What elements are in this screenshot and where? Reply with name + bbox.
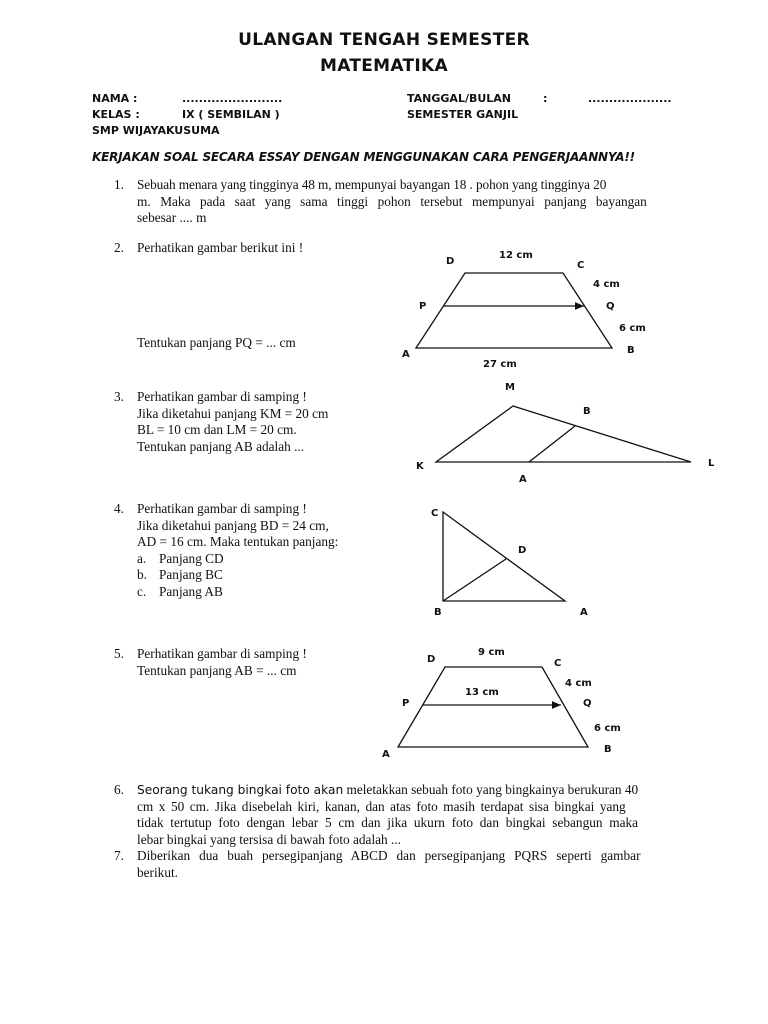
question-number: 4. bbox=[114, 501, 124, 516]
sub-item-text: Panjang BC bbox=[159, 567, 223, 582]
nama-label: NAMA : bbox=[92, 92, 138, 105]
length-label-upper-right: 4 cm bbox=[593, 279, 620, 290]
vertex-label-l: L bbox=[708, 458, 715, 469]
tanggal-value: .................... bbox=[588, 92, 672, 105]
question-number: 7. bbox=[114, 848, 124, 863]
question-text: cm x 50 cm. Jika disebelah kiri, kanan, dan atas foto masih terdapat sisa bingkai yang bbox=[137, 798, 626, 814]
question-text bbox=[137, 782, 678, 799]
question-text: Jika diketahui panjang KM = 20 cm bbox=[137, 405, 329, 421]
question-number: 3. bbox=[114, 389, 124, 404]
question-text: berikut. bbox=[137, 864, 178, 880]
question-text: Diberikan dua buah persegipanjang ABCD dan persegipanjang PQRS seperti gambar bbox=[137, 848, 641, 863]
sub-item-text: Panjang AB bbox=[159, 583, 223, 599]
question-text: Jika diketahui panjang BD = 24 cm, bbox=[137, 517, 329, 533]
tanggal-colon: : bbox=[543, 92, 548, 105]
vertex-label-q: Q bbox=[606, 301, 615, 312]
vertex-label-b: B bbox=[434, 607, 442, 618]
length-label-lower-right: 6 cm bbox=[619, 323, 646, 334]
vertex-label-d: D bbox=[518, 545, 527, 556]
question-text: Perhatikan gambar berikut ini ! bbox=[137, 240, 304, 255]
question-text: tidak tertutup foto dengan lebar 5 cm dan jika ukurn foto dan bingkai sebangun maka bbox=[137, 815, 639, 830]
kelas-label: KELAS : bbox=[92, 108, 140, 121]
vertex-label-d: D bbox=[427, 654, 436, 665]
question-text: Tentukan panjang AB = ... cm bbox=[137, 662, 297, 678]
instruction: KERJAKAN SOAL SECARA ESSAY DENGAN MENGGUNAKAN CARA PENGERJAANNYA!! bbox=[92, 150, 635, 164]
exam-subject: MATEMATIKA bbox=[320, 56, 448, 76]
vertex-label-a: A bbox=[580, 607, 588, 618]
question-text: AD = 16 cm. Maka tentukan panjang: bbox=[137, 534, 339, 549]
length-label-upper-right: 4 cm bbox=[565, 678, 592, 689]
semester-label: SEMESTER GANJIL bbox=[407, 108, 519, 121]
kelas-value: IX ( SEMBILAN ) bbox=[182, 108, 280, 121]
vertex-label-c: C bbox=[554, 658, 562, 669]
school-name: SMP WIJAYAKUSUMA bbox=[92, 124, 220, 137]
length-label-bottom: 27 cm bbox=[483, 359, 517, 370]
vertex-label-c: C bbox=[431, 508, 439, 519]
nama-value: ........................ bbox=[182, 92, 283, 105]
sub-item-letter: c. bbox=[137, 583, 147, 599]
vertex-label-b: B bbox=[583, 406, 591, 417]
vertex-label-a: A bbox=[519, 474, 527, 485]
length-label-top: 9 cm bbox=[478, 647, 505, 658]
question-text: Tentukan panjang AB adalah ... bbox=[137, 438, 305, 454]
sub-item-text: Panjang CD bbox=[159, 550, 224, 566]
question-text: BL = 10 cm dan LM = 20 cm. bbox=[137, 422, 297, 437]
question-text: lebar bingkai yang tersisa di bawah foto adalah ... bbox=[137, 831, 402, 847]
vertex-label-m: M bbox=[505, 382, 515, 393]
vertex-label-q: Q bbox=[583, 698, 592, 709]
question-text: Tentukan panjang PQ = ... cm bbox=[137, 335, 296, 350]
sub-item-letter: b. bbox=[137, 567, 147, 582]
length-label-top: 12 cm bbox=[499, 250, 533, 261]
vertex-label-a: A bbox=[402, 349, 410, 360]
question-text: Perhatikan gambar di samping ! bbox=[137, 501, 307, 516]
question-text-rest: meletakkan sebuah foto yang bingkainya berukuran 40 bbox=[343, 782, 639, 797]
vertex-label-a: A bbox=[382, 749, 390, 760]
vertex-label-p: P bbox=[419, 301, 427, 312]
question-number: 1. bbox=[114, 177, 124, 192]
question-number: 6. bbox=[114, 782, 124, 797]
question-text: m. Maka pada saat yang sama tinggi pohon tersebut mempunyai panjang bayangan bbox=[137, 193, 647, 209]
question-number: 2. bbox=[114, 240, 124, 255]
question-lead: Seorang tukang bingkai foto akan bbox=[137, 783, 344, 797]
length-label-lower-right: 6 cm bbox=[594, 723, 621, 734]
vertex-label-d: D bbox=[446, 256, 455, 267]
question-text: Sebuah menara yang tingginya 48 m, mempunyai bayangan 18 . pohon yang tingginya 20 bbox=[137, 177, 607, 192]
vertex-label-p: P bbox=[402, 698, 410, 709]
exam-title: ULANGAN TENGAH SEMESTER bbox=[238, 30, 530, 50]
question-text: Perhatikan gambar di samping ! bbox=[137, 389, 307, 404]
vertex-label-b: B bbox=[604, 744, 612, 755]
question-number: 5. bbox=[114, 646, 124, 661]
length-label-middle: 13 cm bbox=[465, 687, 499, 698]
vertex-label-k: K bbox=[416, 461, 424, 472]
question-text: sebesar .... m bbox=[137, 210, 207, 225]
sub-item-letter: a. bbox=[137, 550, 147, 566]
tanggal-label: TANGGAL/BULAN bbox=[407, 92, 512, 105]
vertex-label-b: B bbox=[627, 345, 635, 356]
question-text: Perhatikan gambar di samping ! bbox=[137, 646, 307, 661]
vertex-label-c: C bbox=[577, 260, 585, 271]
